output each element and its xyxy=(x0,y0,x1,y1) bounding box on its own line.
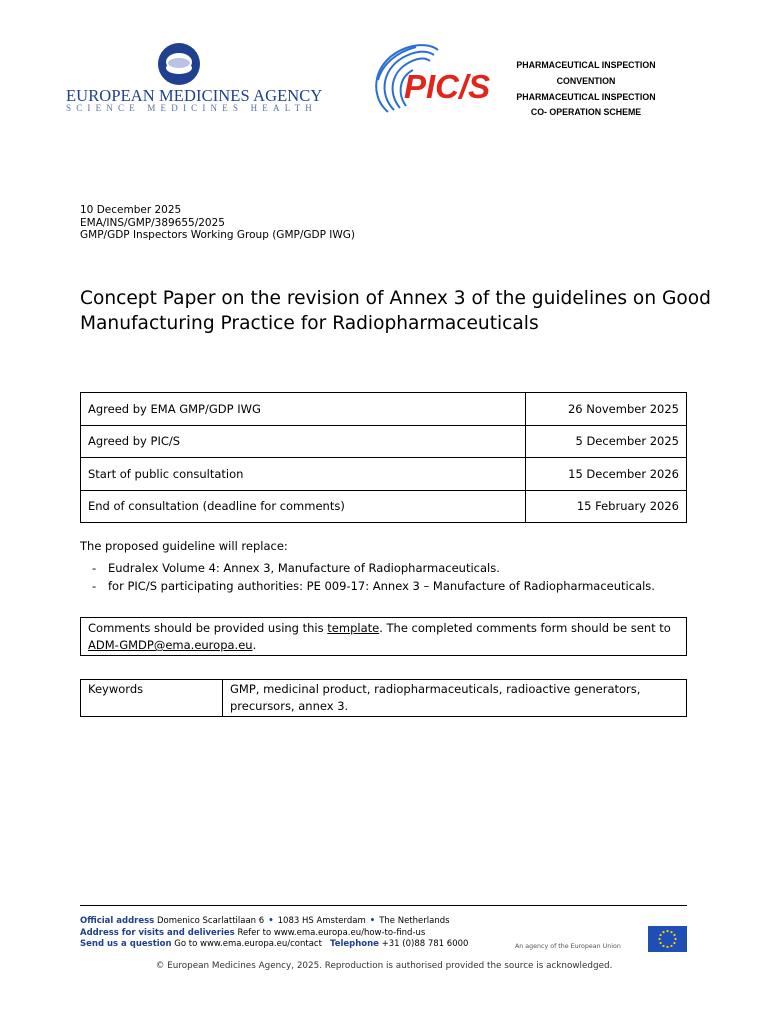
eu-star-icon xyxy=(662,945,664,947)
pics-line-3: PHARMACEUTICAL INSPECTION xyxy=(516,91,656,102)
document-reference: EMA/INS/GMP/389655/2025 xyxy=(80,216,225,229)
visits-label: Address for visits and deliveries xyxy=(80,927,235,938)
comments-text-after: . xyxy=(252,638,257,652)
table-row xyxy=(81,458,687,491)
footer-line-visits xyxy=(80,928,468,940)
eu-star-icon xyxy=(659,934,661,936)
milestone-date: 5 December 2025 xyxy=(526,425,687,458)
list-item: - Eudralex Volume 4: Annex 3, Manufacture of Radiopharmaceuticals. xyxy=(92,559,655,577)
ema-wordmark: EUROPEAN MEDICINES AGENCY xyxy=(66,86,323,105)
table-row xyxy=(81,490,687,523)
pics-line-4: CO- OPERATION SCHEME xyxy=(530,107,642,118)
pics-wordmark: PIC/S xyxy=(404,68,491,105)
milestone-label: End of consultation (deadline for comments) xyxy=(81,490,526,523)
bullet-icon: • xyxy=(369,916,376,926)
footer-line-question xyxy=(80,939,468,951)
eu-star-icon xyxy=(658,938,660,940)
template-link[interactable]: template xyxy=(327,621,380,635)
eu-star-icon xyxy=(662,931,664,933)
working-group: GMP/GDP Inspectors Working Group (GMP/GDP IWG) xyxy=(80,229,355,241)
email-link[interactable]: ADM-GMDP@ema.europa.eu xyxy=(88,638,253,652)
comments-text-middle: . The completed comments form should be sent to xyxy=(379,621,671,635)
milestones-table xyxy=(80,392,687,523)
pics-line-2: CONVENTION xyxy=(556,75,616,86)
footer-address xyxy=(80,916,468,951)
eu-star-icon xyxy=(670,931,672,933)
replace-list xyxy=(92,559,655,595)
eu-star-icon xyxy=(674,938,676,940)
replace-intro: The proposed guideline will replace: xyxy=(80,539,288,553)
table-row xyxy=(81,680,687,717)
street: Domenico Scarlattilaan 6 xyxy=(156,916,265,926)
postcode: 1083 HS Amsterdam xyxy=(277,916,366,926)
question-label: Send us a question xyxy=(80,939,172,950)
milestone-date: 26 November 2025 xyxy=(526,393,687,426)
milestone-date: 15 December 2026 xyxy=(526,458,687,491)
eu-star-icon xyxy=(670,945,672,947)
bullet-icon: • xyxy=(268,916,274,926)
milestone-date: 15 February 2026 xyxy=(526,490,687,523)
pics-logo xyxy=(368,40,518,120)
ema-tagline: SCIENCE MEDICINES HEALTH xyxy=(66,103,317,113)
eu-star-icon xyxy=(659,942,661,944)
eu-star-icon xyxy=(666,930,668,932)
table-row xyxy=(81,393,687,426)
milestone-label: Agreed by EMA GMP/GDP IWG xyxy=(81,393,526,426)
telephone-number: +31 (0)88 781 6000 xyxy=(381,939,469,950)
comments-text-before: Comments should be provided using this xyxy=(88,621,328,635)
eu-flag-graphic xyxy=(648,926,687,952)
table-row xyxy=(81,425,687,458)
pics-line-1: PHARMACEUTICAL INSPECTION xyxy=(516,60,656,70)
pics-name xyxy=(500,58,672,121)
document-meta xyxy=(80,204,355,242)
eu-star-icon xyxy=(666,946,668,948)
official-address-label: Official address xyxy=(80,916,155,926)
document-title: Concept Paper on the revision of Annex 3 of the guidelines on Good Manufacturing Practice for Radiopharmaceuticals xyxy=(80,288,711,334)
list-item: - for PIC/S participating authorities: PE 009-17: Annex 3 – Manufacture of Radiopharmaceuticals. xyxy=(92,577,655,595)
telephone-label: Telephone xyxy=(330,939,379,950)
visits-text[interactable]: Refer to www.ema.europa.eu/how-to-find-us xyxy=(237,927,426,938)
eu-star-icon xyxy=(673,942,675,944)
copyright-notice: © European Medicines Agency, 2025. Reproduction is authorised provided the source is acknowledged. xyxy=(155,961,613,971)
pics-globe-icon xyxy=(368,40,518,120)
footer-line-official xyxy=(80,916,468,928)
question-text[interactable]: Go to www.ema.europa.eu/contact xyxy=(174,939,322,950)
milestone-label: Agreed by PIC/S xyxy=(81,425,526,458)
comments-box xyxy=(80,617,687,656)
keywords-table xyxy=(80,679,687,717)
keywords-value: GMP, medicinal product, radiopharmaceuticals, radioactive generators, precursors, annex 3. xyxy=(223,680,687,717)
footer-divider xyxy=(80,905,687,906)
document-date: 10 December 2025 xyxy=(80,204,182,216)
country: The Netherlands xyxy=(379,916,450,926)
milestone-label: Start of public consultation xyxy=(81,458,526,491)
eu-flag-icon xyxy=(648,926,687,952)
eu-star-icon xyxy=(673,934,675,936)
agency-note: An agency of the European Union xyxy=(515,943,621,950)
keywords-label: Keywords xyxy=(81,680,223,717)
